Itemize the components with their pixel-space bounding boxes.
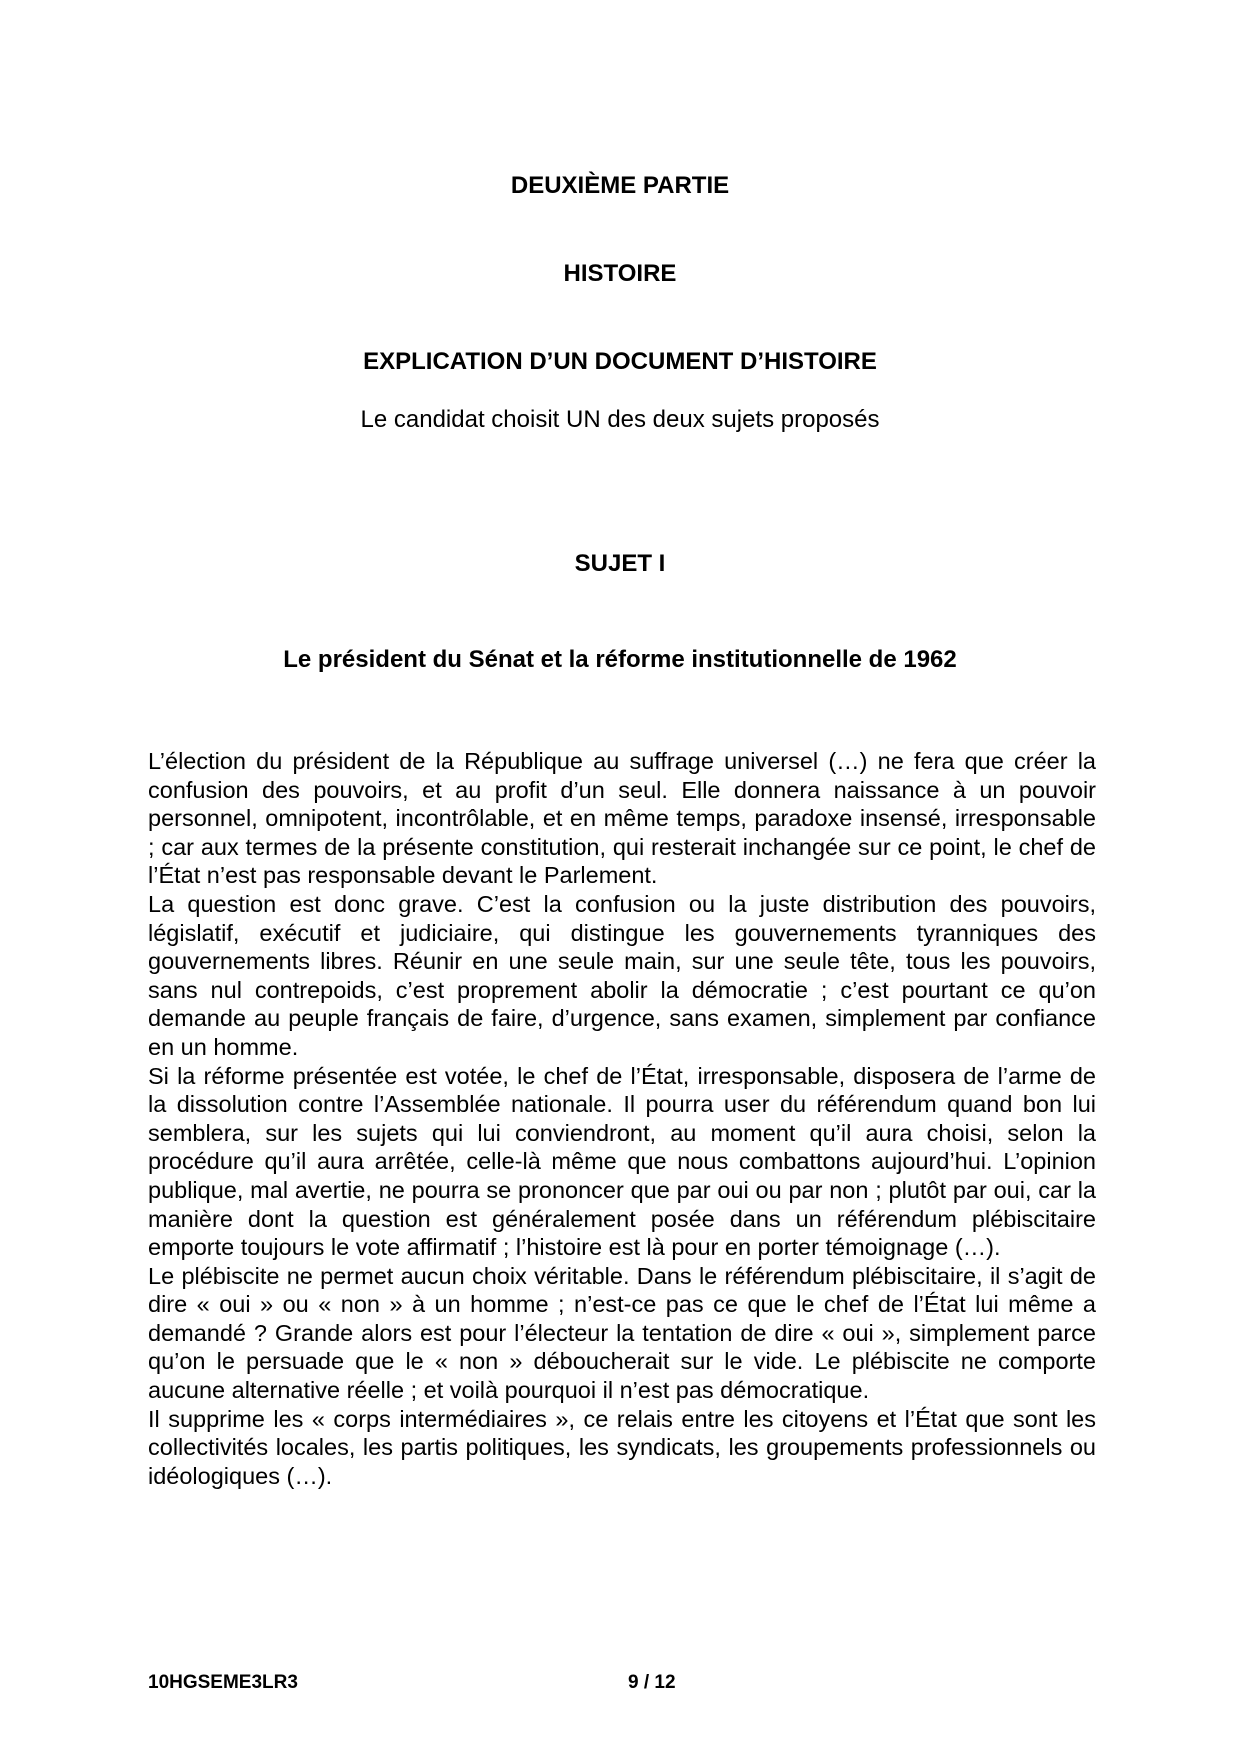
document-paragraph: Il supprime les « corps intermédiaires », ce relais entre les citoyens et l’État que sont les collectivités locales, les partis politiques, les syndicats, les groupements professionnels ou idéologiques (…). bbox=[148, 1405, 1096, 1489]
document-paragraph: Si la réforme présentée est votée, le chef de l’État, irresponsable, disposera de l’arme de la dissolution contre l’Assemblée nationale. Il pourra user du référendum quand bon lui semblera, sur les sujets qui lui conviendront, au moment qu’il aura choisi, selon la procédure qu’il aura arrêtée, celle-là même que nous combattons aujourd’hui. L’opinion publique, mal avertie, ne pourra se prononcer que par oui ou par non ; plutôt par oui, car la manière dont la question est généralement posée dans un référendum plébiscitaire emporte toujours le vote affirmatif ; l’histoire est là pour en porter témoignage (…). bbox=[148, 1062, 1096, 1261]
instruction-text: Le candidat choisit UN des deux sujets proposés bbox=[360, 406, 880, 433]
document-text bbox=[148, 747, 1096, 1490]
page-number: 9 / 12 bbox=[628, 1672, 676, 1693]
exercise-heading: EXPLICATION D’UN DOCUMENT D’HISTOIRE bbox=[363, 348, 877, 375]
footer-code: 10HGSEME3LR3 bbox=[148, 1672, 298, 1693]
document-paragraph: Le plébiscite ne permet aucun choix véritable. Dans le référendum plébiscitaire, il s’agit de dire « oui » ou « non » à un homme ; n’est-ce pas ce que le chef de l’État lui même a demandé ? Grande alors est pour l’électeur la tentation de dire « oui », simplement parce qu’on le persuade que le « non » déboucherait sur le vide. Le plébiscite ne comporte aucune alternative réelle ; et voilà pourquoi il n’est pas démocratique. bbox=[148, 1262, 1096, 1404]
part-heading: DEUXIÈME PARTIE bbox=[510, 172, 730, 199]
subject-heading: HISTOIRE bbox=[563, 260, 677, 287]
sujet-title: Le président du Sénat et la réforme institutionnelle de 1962 bbox=[283, 646, 957, 673]
document-paragraph: L’élection du président de la République au suffrage universel (…) ne fera que créer la confusion des pouvoirs, et au profit d’un seul. Elle donnera naissance à un pouvoir personnel, omnipotent, incontrôlable, et en même temps, paradoxe insensé, irresponsable ; car aux termes de la présente constitution, qui resterait inchangée sur ce point, le chef de l’État n’est pas responsable devant le Parlement. bbox=[148, 748, 1096, 889]
document-paragraph: La question est donc grave. C’est la confusion ou la juste distribution des pouvoirs, législatif, exécutif et judiciaire, qui distingue les gouvernements tyranniques des gouvernements libres. Réunir en une seule main, sur une seule tête, tous les pouvoirs, sans nul contrepoids, c’est proprement abolir la démocratie ; c’est pourtant ce qu’on demande au peuple français de faire, d’urgence, sans examen, simplement par confiance en un homme. bbox=[148, 890, 1096, 1060]
sujet-label: SUJET I bbox=[574, 550, 666, 577]
